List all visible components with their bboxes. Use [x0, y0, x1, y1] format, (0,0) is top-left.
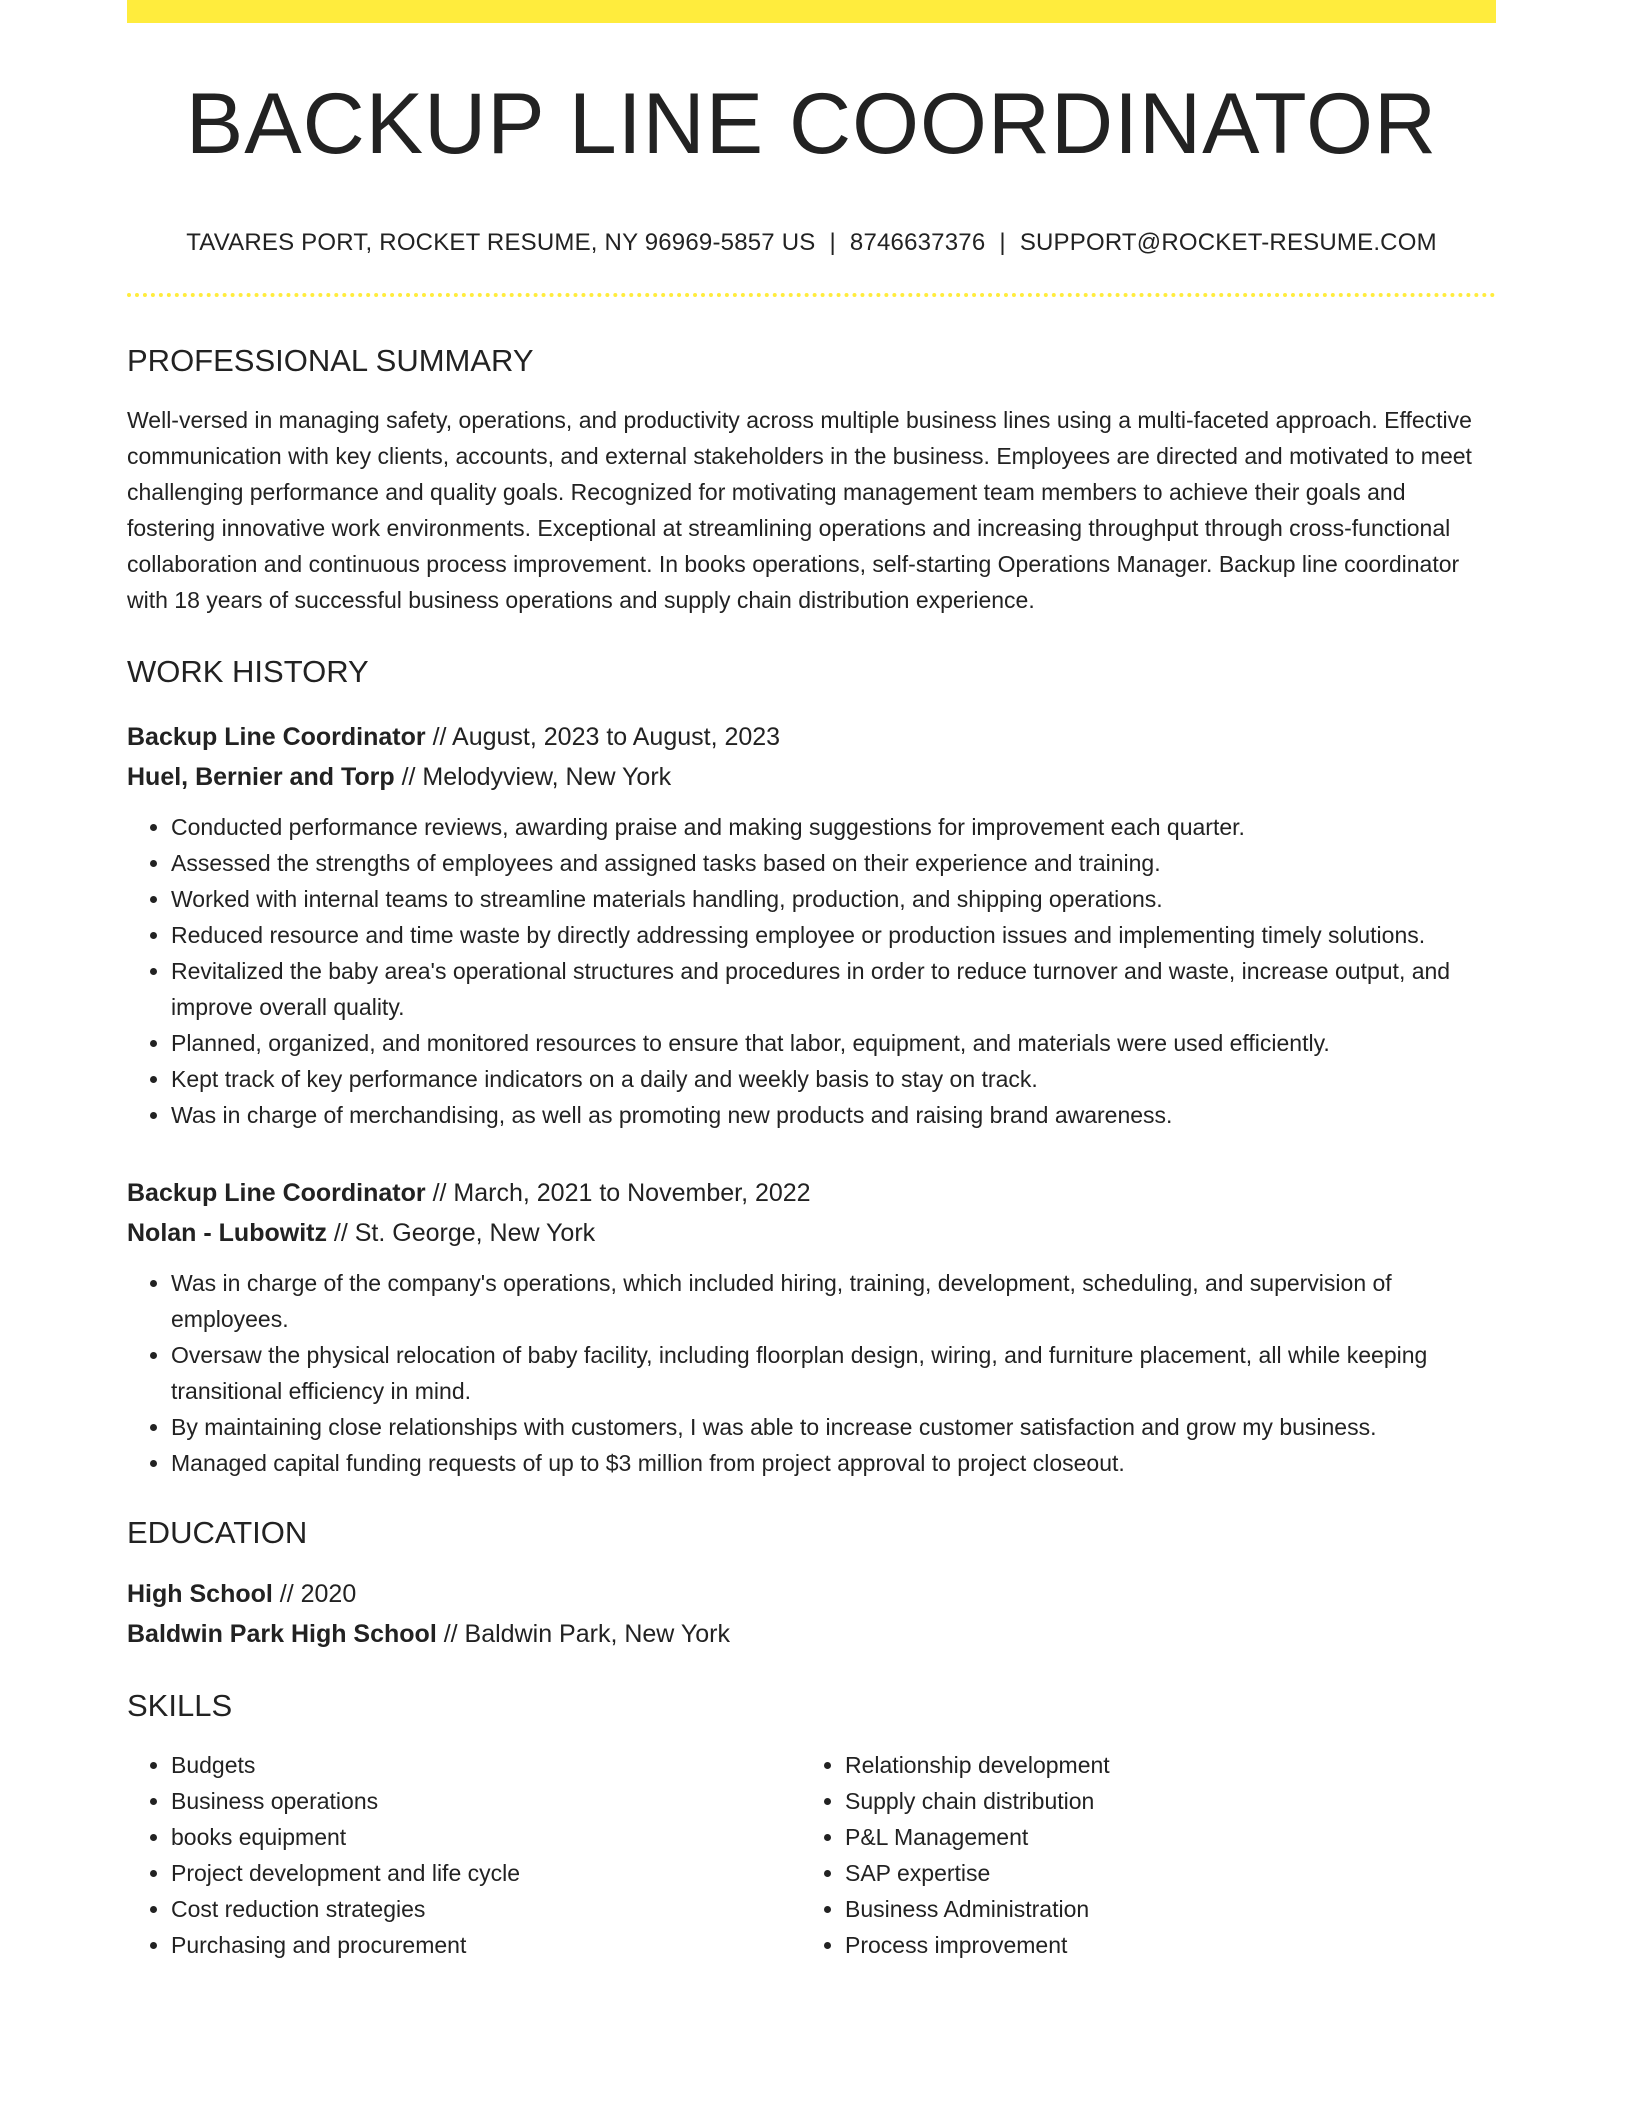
skill-item: • Business operations	[171, 1783, 801, 1819]
contact-phone: 8746637376	[849, 229, 986, 256]
job-entry	[127, 717, 1496, 1133]
job-bullet: • Kept track of key performance indicators on a daily and weekly basis to stay on track.	[171, 1061, 1496, 1097]
job-bullet: • Was in charge of merchandising, as well as promoting new products and raising brand awareness.	[171, 1097, 1496, 1133]
skill-item: • P&L Management	[845, 1819, 1445, 1855]
contact-line	[127, 231, 1496, 255]
skill-item: • Relationship development	[845, 1747, 1445, 1783]
job-bullet: • Worked with internal teams to streamline materials handling, production, and shipping operations.	[171, 881, 1496, 917]
job-bullet: • Planned, organized, and monitored resources to ensure that labor, equipment, and materials were used efficiently.	[171, 1025, 1496, 1061]
job-bullet: • Assessed the strengths of employees and assigned tasks based on their experience and training.	[171, 845, 1496, 881]
skills-heading: SKILLS	[127, 1688, 233, 1723]
resume-page	[127, 0, 1496, 1963]
job-company-line	[127, 1213, 1496, 1253]
job-role: Backup Line Coordinator	[127, 723, 426, 751]
skills-list	[127, 1747, 1496, 1963]
job-entry	[127, 1173, 1496, 1481]
skill-item: • Budgets	[171, 1747, 801, 1783]
summary-text: Well-versed in managing safety, operations, and productivity across multiple business lines using a multi-faceted approach. Effective communication with key clients, accounts, and external stakeholders in the business. Employees are directed and motivated to meet challenging performance and quality goals. Recognized for motivating management team members to achieve their goals and fostering innovative work environments. Exceptional at streamlining operations and increasing throughput through cross-functional collaboration and continuous process improvement. In books operations, self-starting Operations Manager. Backup line coordinator with 18 years of successful business operations and supply chain distribution experience.	[127, 407, 1472, 613]
education-heading: EDUCATION	[127, 1515, 308, 1550]
job-bullet: • Reduced resource and time waste by directly addressing employee or production issues and implementing timely solutions.	[171, 917, 1496, 953]
job-bullet: • By maintaining close relationships with customers, I was able to increase customer satisfaction and grow my business.	[171, 1409, 1496, 1445]
skill-item: • SAP expertise	[845, 1855, 1445, 1891]
skills-column-2	[801, 1747, 1445, 1963]
education-location: // Baldwin Park, New York	[436, 1620, 730, 1648]
contact-separator: |	[999, 229, 1006, 256]
job-bullets	[127, 1265, 1496, 1481]
education-year: // 2020	[272, 1580, 357, 1608]
education-degree-line	[127, 1574, 1496, 1614]
education-entry	[127, 1574, 1496, 1654]
skill-item: • Process improvement	[845, 1927, 1445, 1963]
contact-email: SUPPORT@ROCKET-RESUME.COM	[1019, 229, 1437, 256]
contact-separator: |	[829, 229, 836, 256]
job-role: Backup Line Coordinator	[127, 1179, 426, 1207]
job-bullet: • Managed capital funding requests of up to $3 million from project approval to project closeout.	[171, 1445, 1496, 1481]
skill-item: • Supply chain distribution	[845, 1783, 1445, 1819]
job-location: // St. George, New York	[326, 1219, 596, 1247]
summary-heading: PROFESSIONAL SUMMARY	[127, 343, 534, 378]
job-bullet: • Was in charge of the company's operations, which included hiring, training, development, scheduling, and supervision of employees.	[171, 1265, 1496, 1337]
job-dates: // March, 2021 to November, 2022	[425, 1179, 811, 1207]
job-title-line	[127, 717, 1496, 757]
education-school: Baldwin Park High School	[127, 1620, 437, 1648]
skill-item: • Cost reduction strategies	[171, 1891, 801, 1927]
education-degree: High School	[127, 1580, 273, 1608]
job-dates: // August, 2023 to August, 2023	[425, 723, 781, 751]
job-company-line	[127, 757, 1496, 797]
dotted-divider	[127, 293, 1496, 297]
accent-top-bar	[127, 0, 1496, 23]
education-school-line	[127, 1614, 1496, 1654]
skill-item: • Business Administration	[845, 1891, 1445, 1927]
job-bullet: • Oversaw the physical relocation of baby facility, including floorplan design, wiring, and furniture placement, all while keeping transitional efficiency in mind.	[171, 1337, 1496, 1409]
skill-item: • Purchasing and procurement	[171, 1927, 801, 1963]
job-company: Huel, Bernier and Torp	[127, 763, 395, 791]
job-bullet: • Revitalized the baby area's operational structures and procedures in order to reduce turnover and waste, increase output, and improve overall quality.	[171, 953, 1496, 1025]
skill-item: • books equipment	[171, 1819, 801, 1855]
job-bullet: • Conducted performance reviews, awarding praise and making suggestions for improvement each quarter.	[171, 809, 1496, 845]
job-bullets	[127, 809, 1496, 1133]
work-history-heading: WORK HISTORY	[127, 654, 369, 689]
contact-address: TAVARES PORT, ROCKET RESUME, NY 96969-5857 US	[186, 229, 816, 256]
job-title-line	[127, 1173, 1496, 1213]
skill-item: • Project development and life cycle	[171, 1855, 801, 1891]
candidate-name: BACKUP LINE COORDINATOR	[185, 76, 1438, 172]
job-company: Nolan - Lubowitz	[127, 1219, 327, 1247]
job-location: // Melodyview, New York	[394, 763, 672, 791]
skills-column-1	[127, 1747, 801, 1963]
